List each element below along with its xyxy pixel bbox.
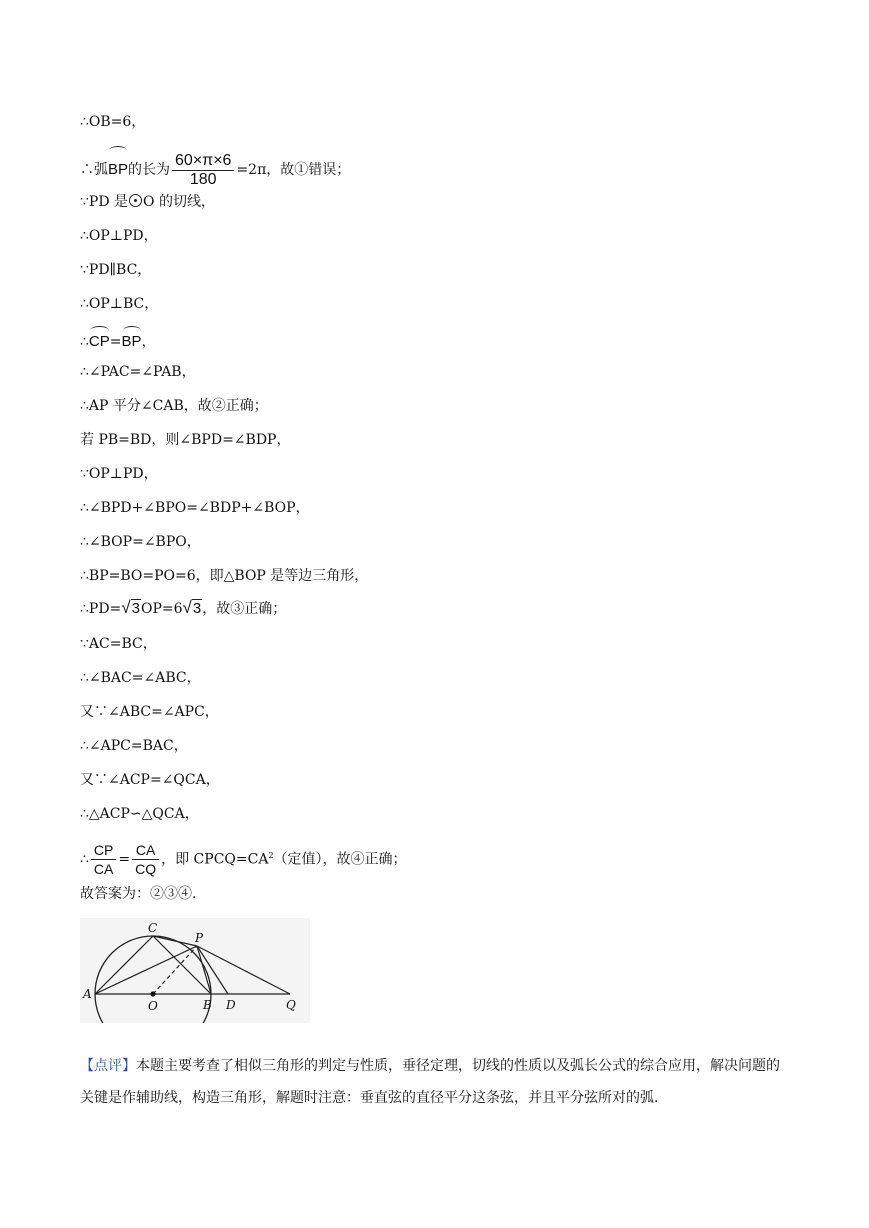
text: ，即 CPCQ=CA — [161, 851, 269, 868]
solution-line-21: ∴△ACP∽△QCA， — [80, 806, 199, 822]
ratio-cp-ca — [91, 841, 116, 878]
solution-line-10: 若 PB=BD，则∠BPD=∠BDP， — [80, 432, 291, 448]
text: ，故③正确； — [202, 601, 287, 617]
solution-line-13: ∴∠BOP=∠BPO， — [80, 534, 201, 550]
solution-line-20: 又∵∠ACP=∠QCA， — [80, 772, 220, 788]
label-q: Q — [286, 998, 296, 1012]
sqrt-icon: √ — [182, 598, 192, 617]
label-p: P — [195, 931, 204, 945]
label-c: C — [148, 921, 158, 935]
text: ∴ — [80, 334, 89, 350]
solution-line-7 — [80, 326, 156, 352]
solution-line-4: ∴OP⊥PD， — [80, 228, 158, 244]
text: 的长为 — [128, 162, 171, 178]
text: ∵PD 是 — [80, 194, 129, 210]
label-a: A — [83, 987, 92, 1001]
comment-paragraph — [80, 1050, 790, 1114]
text: ∴ — [80, 851, 89, 868]
sqrt-3 — [121, 598, 141, 619]
text: OP=6 — [140, 601, 183, 617]
sqrt-icon: √ — [121, 598, 131, 617]
solution-line-23: 故答案为：②③④. — [80, 886, 197, 902]
solution-line-18: 又∵∠ABC=∠APC， — [80, 704, 219, 720]
text: = — [118, 851, 131, 868]
text: = — [109, 334, 122, 350]
solution-line-5: ∵PD∥BC， — [80, 262, 152, 278]
numerator: 60×π×6 — [172, 152, 234, 171]
solution-line-2 — [80, 146, 351, 188]
arc-cp: CP — [89, 326, 110, 352]
superscript: 2 — [268, 851, 274, 860]
geometry-figure — [80, 918, 310, 1023]
solution-line-6: ∴OP⊥BC， — [80, 296, 159, 312]
label-d: D — [226, 998, 236, 1012]
solution-line-3 — [80, 192, 215, 212]
comment-text: 本题主要考查了相似三角形的判定与性质，垂径定理，切线的性质以及弧长公式的综合应用，解决问题的关键是作辅助线，构造三角形，解题时注意：垂直弦的直径平分这条弦，并且平分弦所对的弧. — [80, 1058, 780, 1106]
solution-line-17: ∴∠BAC=∠ABC， — [80, 670, 201, 686]
solution-line-12: ∴∠BPD+∠BPO=∠BDP+∠BOP， — [80, 500, 310, 516]
denominator: CQ — [135, 861, 157, 878]
comment-tag: 【点评】 — [80, 1058, 136, 1074]
solution-line-15 — [80, 598, 286, 622]
ratio-ca-cq — [132, 841, 159, 878]
text: O 的切线， — [143, 194, 215, 210]
radicand: 3 — [192, 600, 202, 617]
solution-line-19: ∴∠APC=BAC， — [80, 738, 188, 754]
arc-length-fraction — [172, 152, 234, 189]
arc-bp: BP — [122, 326, 142, 352]
solution-line-11: ∵OP⊥PD， — [80, 466, 158, 482]
solution-line-8: ∴∠PAC=∠PAB， — [80, 364, 196, 380]
solution-line-1: ∴OB=6， — [80, 114, 146, 130]
solution-line-16: ∵AC=BC， — [80, 636, 157, 652]
label-o: O — [148, 999, 158, 1013]
solution-line-9: ∴AP 平分∠CAB，故②正确； — [80, 398, 268, 414]
text: ， — [141, 334, 156, 350]
arc-bp: BP — [108, 146, 128, 188]
center-point — [150, 991, 155, 996]
text: =2π，故①错误； — [236, 162, 351, 178]
solution-line-22 — [80, 836, 407, 876]
text: （定值），故④正确； — [273, 851, 407, 868]
sqrt-3 — [183, 598, 203, 619]
numerator: CA — [132, 841, 159, 860]
denominator: 180 — [189, 170, 217, 188]
numerator: CP — [91, 841, 116, 860]
text: ∴PD= — [80, 601, 122, 617]
circle-dot-icon — [129, 194, 142, 207]
radicand: 3 — [131, 600, 140, 617]
denominator: CA — [93, 861, 114, 878]
solution-line-14: ∴BP=BO=PO=6，即△BOP 是等边三角形， — [80, 568, 369, 584]
label-b: B — [203, 998, 212, 1012]
text: ∴弧 — [80, 162, 108, 178]
